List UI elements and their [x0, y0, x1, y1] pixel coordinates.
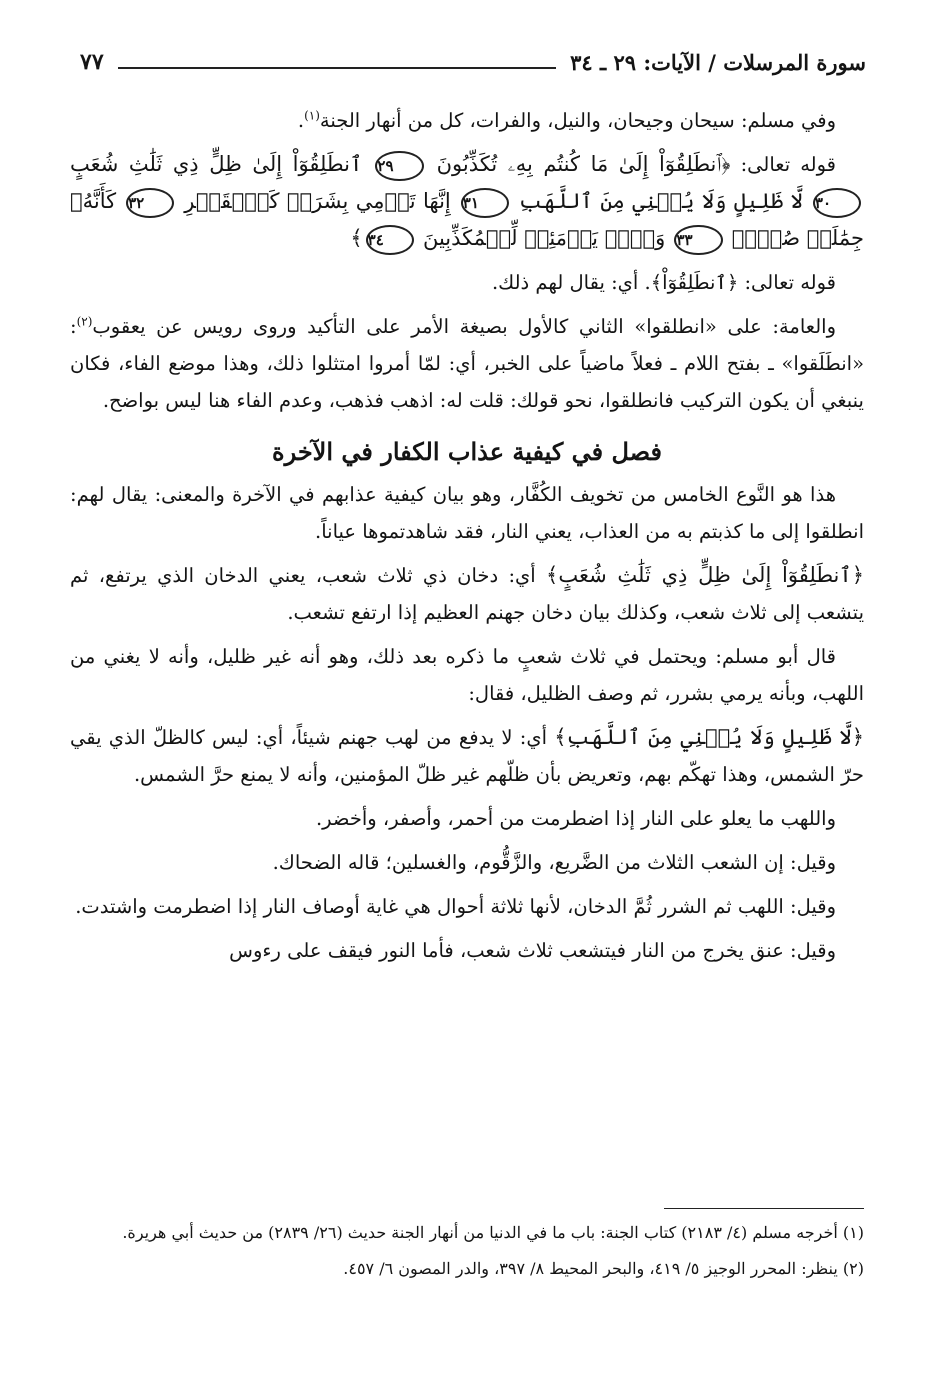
header-rule [118, 67, 557, 69]
footnote-ref: (٢) [76, 314, 93, 329]
ayah-number-marker: ٣١ [461, 188, 509, 218]
footnote-separator [664, 1208, 864, 1209]
paragraph [70, 557, 864, 631]
paragraph-text: أي: لا يدفع من لهب جهنم شيئاً، أي: ليس كالظلّ الذي يقي حرّ الشمس، وهذا تهكّم بهم، وتعريض بأن ظلّهم غير ظلّ المؤمنين، وأنه لا يمنع حرَّ الشمس. [70, 726, 864, 786]
verse-intro: قوله تعالى: [730, 153, 836, 176]
quran-quote: ﴿ٱنطَلِقُوٓاْ إِلَىٰ ظِلٍّ ذِي ثَلَٰثِ شُعَبٍ﴾ [546, 563, 865, 587]
section-heading: فصل في كيفية عذاب الكفار في الآخرة [272, 437, 662, 466]
footnote-ref: (١) [304, 108, 320, 123]
page-number: ٧٧ [80, 49, 104, 75]
paragraph: وقيل: إن الشعب الثلاث من الضَّريع، والزَّقُّوم، والغسلين؛ قاله الضحاك. [272, 851, 836, 874]
paragraph: قوله تعالى: ﴿ٱنطَلِقُوٓاْ﴾. أي: يقال لهم ذلك. [491, 271, 836, 294]
paragraph [70, 308, 864, 419]
ayah-number-marker: ٢٩ [375, 151, 423, 181]
quran-text: ﴿ٱنطَلِقُوٓاْ إِلَىٰ مَا كُنتُم بِهِۦ تُكَذِّبُونَ [436, 152, 731, 176]
footnotes [70, 1218, 864, 1290]
quran-text: وَيۡلٞ يَوۡمَئِذٖ لِّلۡمُكَذِّبِينَ [422, 226, 666, 250]
ayah-number-marker: ٣٤ [366, 225, 414, 255]
paragraph [70, 102, 864, 139]
paragraph-text: أي: دخان ذي ثلاث شعب، يعني الدخان الذي يرتفع، ثم يتشعب إلى ثلاث شعب، وكذلك بيان دخان جهنم العظيم إذا ارتفع تشعب. [70, 564, 864, 624]
footnote: (١) أخرجه مسلم (٤/ ٢١٨٣) كتاب الجنة: باب ما في الدنيا من أنهار الجنة حديث (٢٦/ ٢٨٣٩) من حديث أبي هريرة. [122, 1223, 864, 1242]
paragraph-text: والعامة: على «انطلقوا» الثاني كالأول بصيغة الأمر على التأكيد وروى رويس عن يعقوب [92, 315, 836, 338]
quran-text: ٱنطَلِقُوٓاْ إِلَىٰ ظِلٍّ ذِي ثَلَٰثِ شُعَبٍ [70, 152, 363, 176]
paragraph: وقيل: عنق يخرج من النار فيتشعب ثلاث شعب، فأما النور فيقف على رءوس [229, 939, 836, 962]
paragraph-text: : «انطَلَقوا» ـ بفتح اللام ـ فعلاً ماضياً على الخبر، أي: لمّا أمروا امتثلوا ذلك، وهذا موضع الفاء، فكان ينبغي أن يكون التركيب فانطلقوا، نحو قولك: قلت له: اذهب فذهب، وعدم الفاء هنا ليس بواضح. [70, 315, 864, 412]
paragraph [70, 719, 864, 793]
paragraph-text: وفي مسلم: سيحان وجيحان، والنيل، والفرات، كل من أنهار الجنة [319, 109, 836, 132]
paragraph-end: . [297, 109, 305, 132]
quran-verse-paragraph [70, 146, 864, 257]
quran-quote: ﴿لَّا ظَلِيلٍ وَلَا يُغۡنِي مِنَ ٱللَّهَبِ﴾ [554, 725, 865, 749]
quran-close-bracket: ﴾ [350, 226, 363, 250]
paragraph: هذا هو النَّوع الخامس من تخويف الكُفَّار، وهو بيان كيفية عذابهم في الآخرة والمعنى: يقال لهم: انطلقوا إلى ما كذبتم به من العذاب، يعني النار، فقد شاهدتموها عياناً. [70, 483, 864, 543]
quran-text: إِنَّهَا تَرۡمِي بِشَرَرٖ كَٱلۡقَصۡرِ [184, 189, 451, 213]
main-text [70, 102, 864, 976]
ayah-number-marker: ٣٠ [813, 188, 861, 218]
paragraph: وقيل: اللهب ثم الشرر ثُمَّ الدخان، لأنها ثلاثة أحوال هي غاية أوصاف النار إذا اضطرمت واشتدت. [75, 895, 836, 918]
quran-text: كَأَنَّهُۥ جِمَٰلَتٞ صُفۡرٞ [70, 189, 864, 250]
ayah-number-marker: ٣٢ [126, 188, 174, 218]
running-head [80, 44, 866, 80]
surah-title: سورة المرسلات / الآيات: ٢٩ ـ ٣٤ [570, 49, 866, 75]
paragraph: واللهب ما يعلو على النار إذا اضطرمت من أحمر، وأصفر، وأخضر. [315, 807, 836, 830]
quran-text: لَّا ظَلِيلٍ وَلَا يُغۡنِي مِنَ ٱللَّهَبِ [518, 189, 803, 213]
paragraph: قال أبو مسلم: ويحتمل في ثلاث شعبٍ ما ذكره بعد ذلك، وهو أنه غير ظليل، وأنه لا يغني من اللهب، وبأنه يرمي بشرر، ثم وصف الظليل، فقال: [70, 645, 864, 705]
footnote: (٢) ينظر: المحرر الوجيز ٥/ ٤١٩، والبحر المحيط ٨/ ٣٩٧، والدر المصون ٦/ ٤٥٧. [343, 1259, 864, 1278]
ayah-number-marker: ٣٣ [674, 225, 722, 255]
